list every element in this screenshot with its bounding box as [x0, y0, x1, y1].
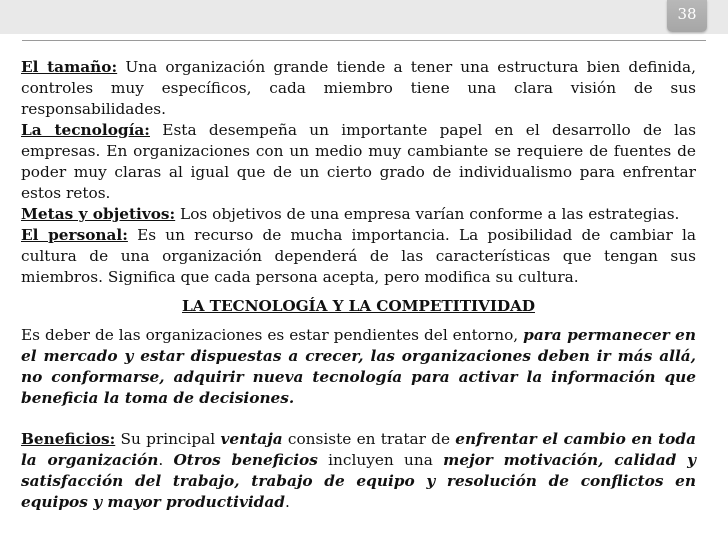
- size-text: Una organización grande tiende a tener una estructura bien definida, controles muy específicos, cada miembro tiene una clara visión de sus responsabilidades.: [21, 58, 696, 118]
- technology-term: La tecnología:: [21, 121, 150, 139]
- slide-content: [21, 57, 696, 513]
- competitiveness-text: Es deber de las organizaciones es estar pendientes del entorno,: [21, 326, 524, 344]
- header-divider: [22, 40, 706, 41]
- benefits-emphasis-1: ventaja: [220, 430, 283, 448]
- slide-header-bar: [0, 0, 728, 34]
- benefits-emphasis-2: enfrentar el cambio en toda la organización: [21, 430, 696, 469]
- competitiveness-emphasis: para permanecer en el mercado y estar dispuestas a crecer, las organizaciones deben ir más allá, no conformarse, adquirir nueva tecnología para activar la información que beneficia la toma de decisiones.: [21, 326, 696, 407]
- benefits-term: Beneficios:: [21, 430, 116, 448]
- benefits-paragraph: [21, 429, 696, 513]
- goals-term: Metas y objetivos:: [21, 205, 176, 223]
- benefits-text-1: Su principal: [115, 430, 221, 448]
- benefits-text-2: consiste en tratar de: [282, 430, 456, 448]
- benefits-text-3: .: [158, 451, 174, 469]
- technology-text: Esta desempeña un importante papel en el desarrollo de las empresas. En organizaciones con un medio muy cambiante se requiere de fuentes de poder muy claras al igual que de un cierto grado de individualismo para enfrentar estos retos.: [21, 121, 697, 202]
- benefits-emphasis-4: mejor motivación, calidad y satisfacción del trabajo, trabajo de equipo y resolución de conflictos en equipos y mayor productividad: [21, 451, 697, 511]
- technology-paragraph: [21, 120, 696, 204]
- benefits-emphasis-3: Otros beneficios: [173, 451, 318, 469]
- paragraph-gap: [21, 409, 696, 429]
- size-term: El tamaño:: [21, 58, 118, 76]
- staff-text: Es un recurso de mucha importancia. La posibilidad de cambiar la cultura de una organización dependerá de las características que tengan sus miembros. Significa que cada persona acepta, pero modifica su cultura.: [21, 226, 696, 286]
- benefits-text-4: incluyen una: [317, 451, 444, 469]
- page-number: 38: [677, 5, 697, 23]
- benefits-text-5: .: [284, 493, 290, 511]
- staff-paragraph: [21, 225, 696, 288]
- competitiveness-paragraph: [21, 325, 696, 409]
- goals-text: Los objetivos de una empresa varían conforme a las estrategias.: [175, 205, 680, 223]
- staff-term: El personal:: [21, 226, 128, 244]
- goals-paragraph: [21, 204, 696, 225]
- section-heading: LA TECNOLOGÍA Y LA COMPETITIVIDAD: [182, 297, 535, 315]
- size-paragraph: [21, 57, 696, 120]
